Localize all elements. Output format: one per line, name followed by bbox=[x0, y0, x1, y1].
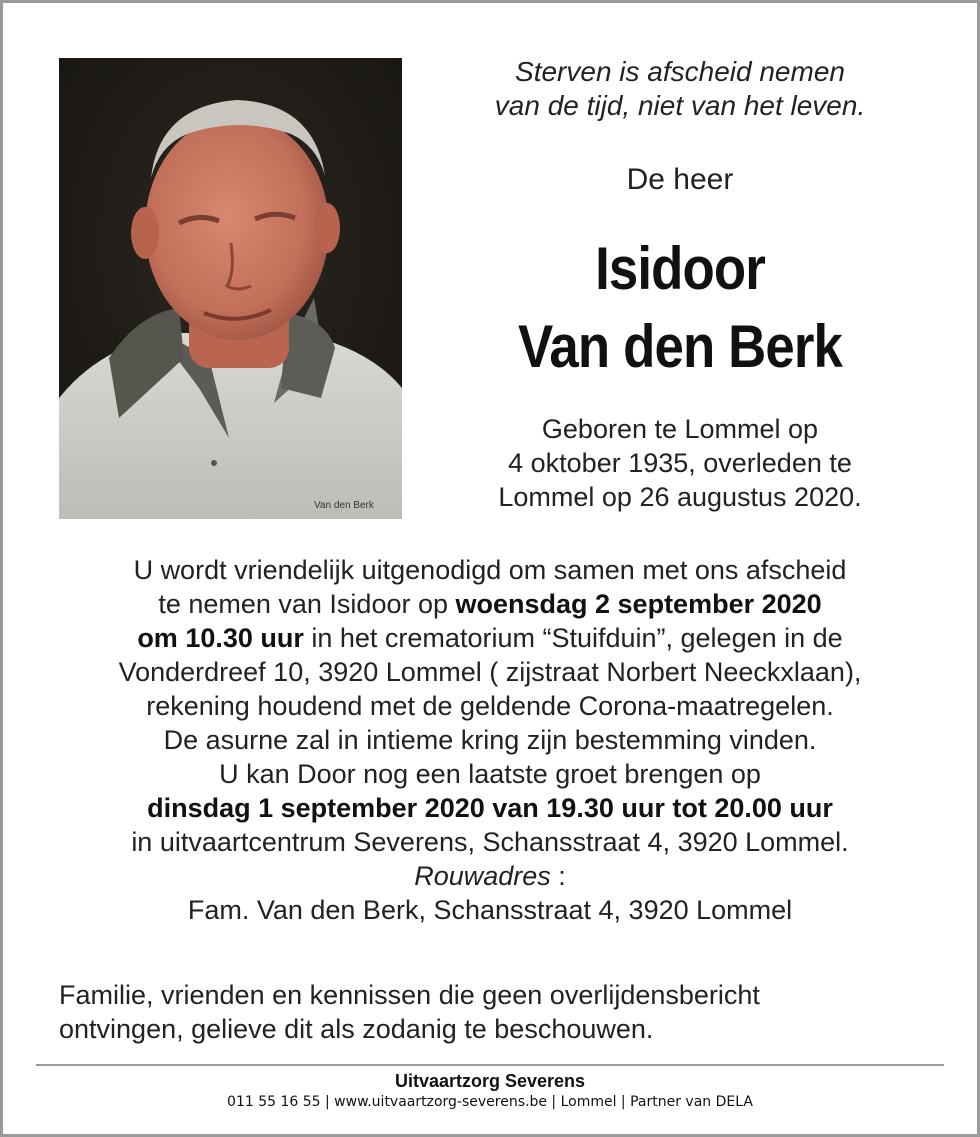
rouwadres-label-line bbox=[40, 859, 940, 893]
birth-line: Lommel op 26 augustus 2020. bbox=[498, 482, 862, 512]
birth-line: 4 oktober 1935, overleden te bbox=[508, 448, 852, 478]
ceremony-date: woensdag 2 september 2020 bbox=[455, 589, 822, 619]
closing-line: Familie, vrienden en kennissen die geen overlijdensbericht bbox=[59, 980, 760, 1010]
invitation-line bbox=[40, 791, 940, 825]
first-name: Isidoor bbox=[595, 235, 765, 302]
invitation-text-span: te nemen van Isidoor op bbox=[158, 589, 456, 619]
invitation-line bbox=[40, 587, 940, 621]
visitation-datetime: dinsdag 1 september 2020 van 19.30 uur tot 20.00 uur bbox=[147, 793, 833, 823]
rouwadres-label: Rouwadres bbox=[414, 861, 551, 891]
invitation-line: Vonderdreef 10, 3920 Lommel ( zijstraat Norbert Neeckxlaan), bbox=[118, 657, 862, 687]
rouwadres: Fam. Van den Berk, Schansstraat 4, 3920 Lommel bbox=[187, 895, 793, 925]
invitation-line bbox=[40, 621, 940, 655]
quote-line: van de tijd, niet van het leven. bbox=[494, 90, 866, 121]
invitation-line: De asurne zal in intieme kring zijn bestemming vinden. bbox=[163, 725, 817, 755]
invitation-line: U wordt vriendelijk uitgenodigd om samen met ons afscheid bbox=[133, 555, 847, 585]
rouwadres-separator: : bbox=[550, 861, 566, 891]
closing-text bbox=[59, 978, 919, 1046]
birth-line: Geboren te Lommel op bbox=[541, 414, 819, 444]
funeral-home-footer bbox=[0, 1070, 980, 1112]
funeral-home-name: Uitvaartzorg Severens bbox=[394, 1071, 586, 1091]
invitation-line: U kan Door nog een laatste groet brengen op bbox=[219, 759, 761, 789]
invitation-line: rekening houdend met de geldende Corona-maatregelen. bbox=[146, 691, 834, 721]
deceased-name bbox=[451, 230, 909, 386]
invitation-text bbox=[40, 553, 940, 927]
funeral-home-contact: 011 55 16 55 | www.uitvaartzorg-severens.be | Lommel | Partner van DELA bbox=[227, 1094, 753, 1110]
invitation-text-span: in het crematorium “Stuifduin”, gelegen in de bbox=[303, 623, 843, 653]
closing-line: ontvingen, gelieve dit als zodanig te beschouwen. bbox=[59, 1014, 654, 1044]
memorial-quote bbox=[420, 55, 940, 123]
salutation: De heer bbox=[626, 163, 734, 196]
footer-divider bbox=[36, 1064, 944, 1066]
birth-death-info bbox=[420, 412, 940, 514]
shirt-logo: Van den Berk bbox=[314, 500, 374, 511]
invitation-line: in uitvaartcentrum Severens, Schansstraat 4, 3920 Lommel. bbox=[131, 827, 849, 857]
last-name: Van den Berk bbox=[518, 313, 842, 380]
ceremony-time: om 10.30 uur bbox=[137, 623, 304, 653]
quote-line: Sterven is afscheid nemen bbox=[515, 56, 845, 87]
deceased-portrait-photo bbox=[59, 58, 402, 519]
